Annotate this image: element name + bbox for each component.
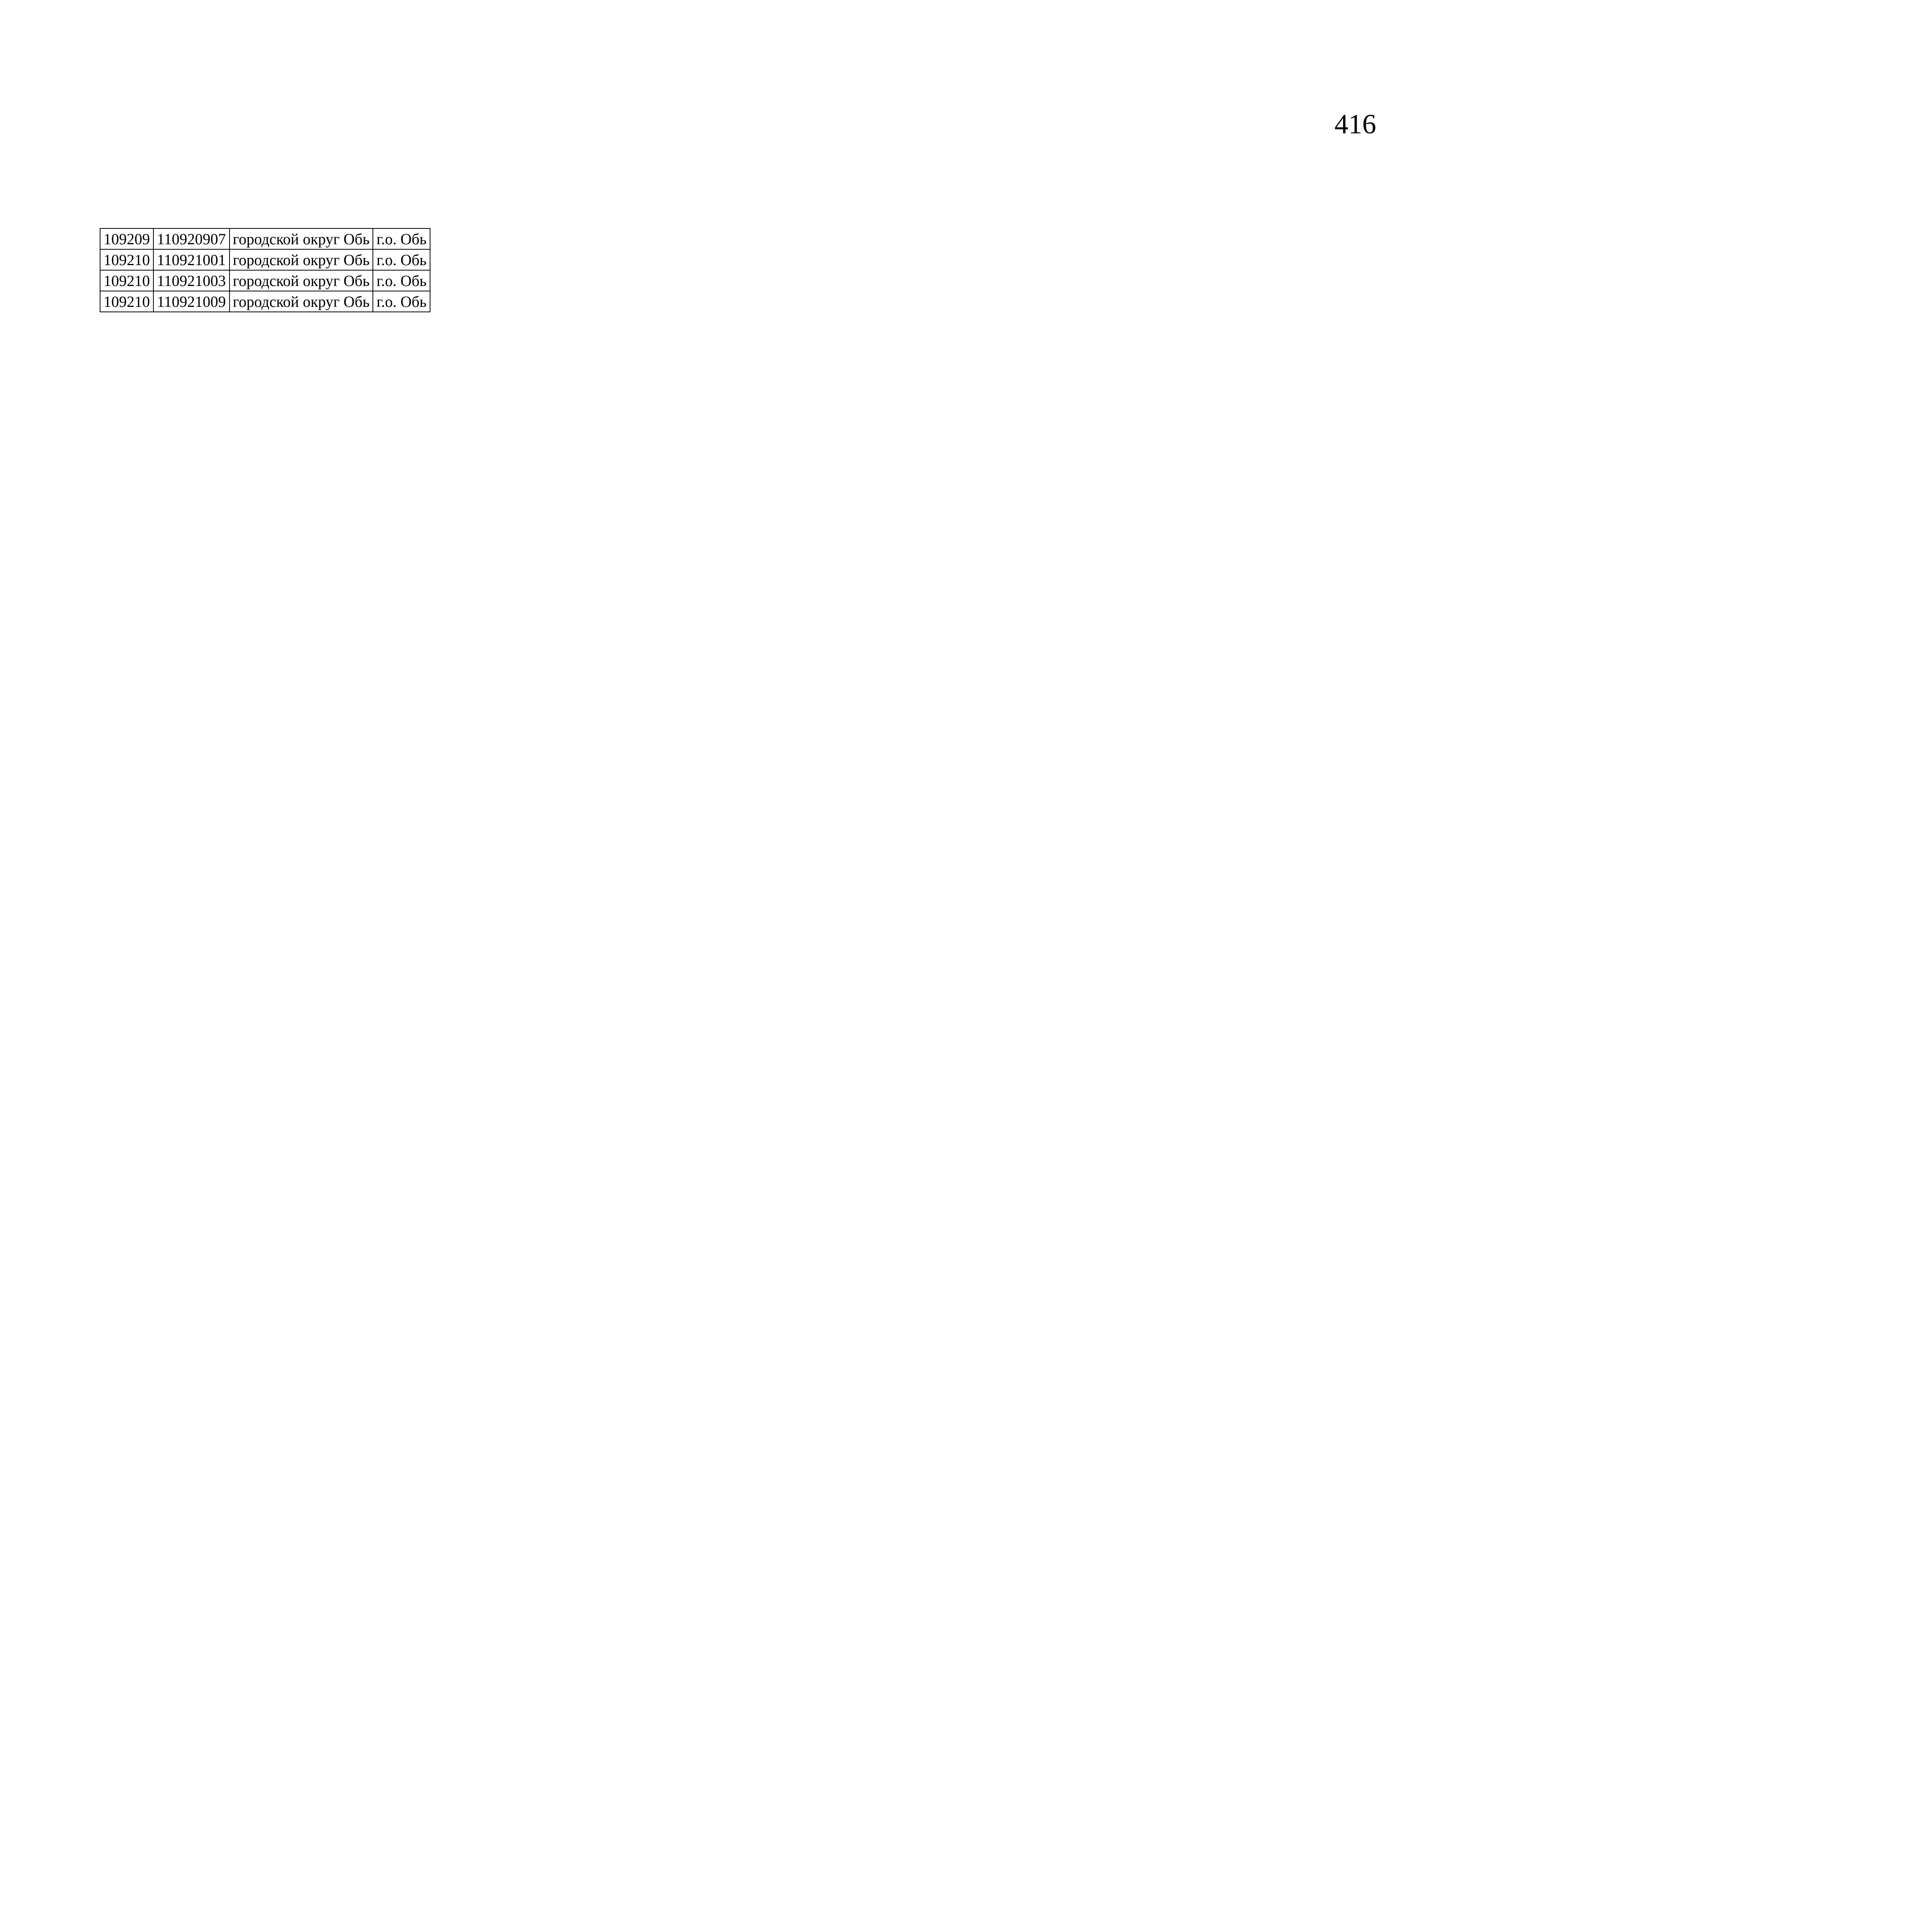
table-cell: городской округ Обь: [230, 270, 373, 291]
table-cell: 110921001: [153, 249, 230, 270]
page-number: 416: [1334, 109, 1376, 140]
table-cell: 110921009: [153, 291, 230, 312]
table-cell: г.о. Обь: [373, 270, 430, 291]
table-cell: 110920907: [153, 228, 230, 249]
data-table: [100, 228, 430, 312]
table-cell: городской округ Обь: [230, 228, 373, 249]
table-cell: 109210: [100, 270, 153, 291]
table-cell: 109210: [100, 249, 153, 270]
table-row: [100, 291, 430, 312]
table-cell: городской округ Обь: [230, 291, 373, 312]
table-cell: г.о. Обь: [373, 291, 430, 312]
table-cell: 109209: [100, 228, 153, 249]
table-cell: г.о. Обь: [373, 228, 430, 249]
table-cell: 109210: [100, 291, 153, 312]
table-cell: 110921003: [153, 270, 230, 291]
table-cell: г.о. Обь: [373, 249, 430, 270]
table-row: [100, 270, 430, 291]
table-row: [100, 249, 430, 270]
table-cell: городской округ Обь: [230, 249, 373, 270]
table-row: [100, 228, 430, 249]
